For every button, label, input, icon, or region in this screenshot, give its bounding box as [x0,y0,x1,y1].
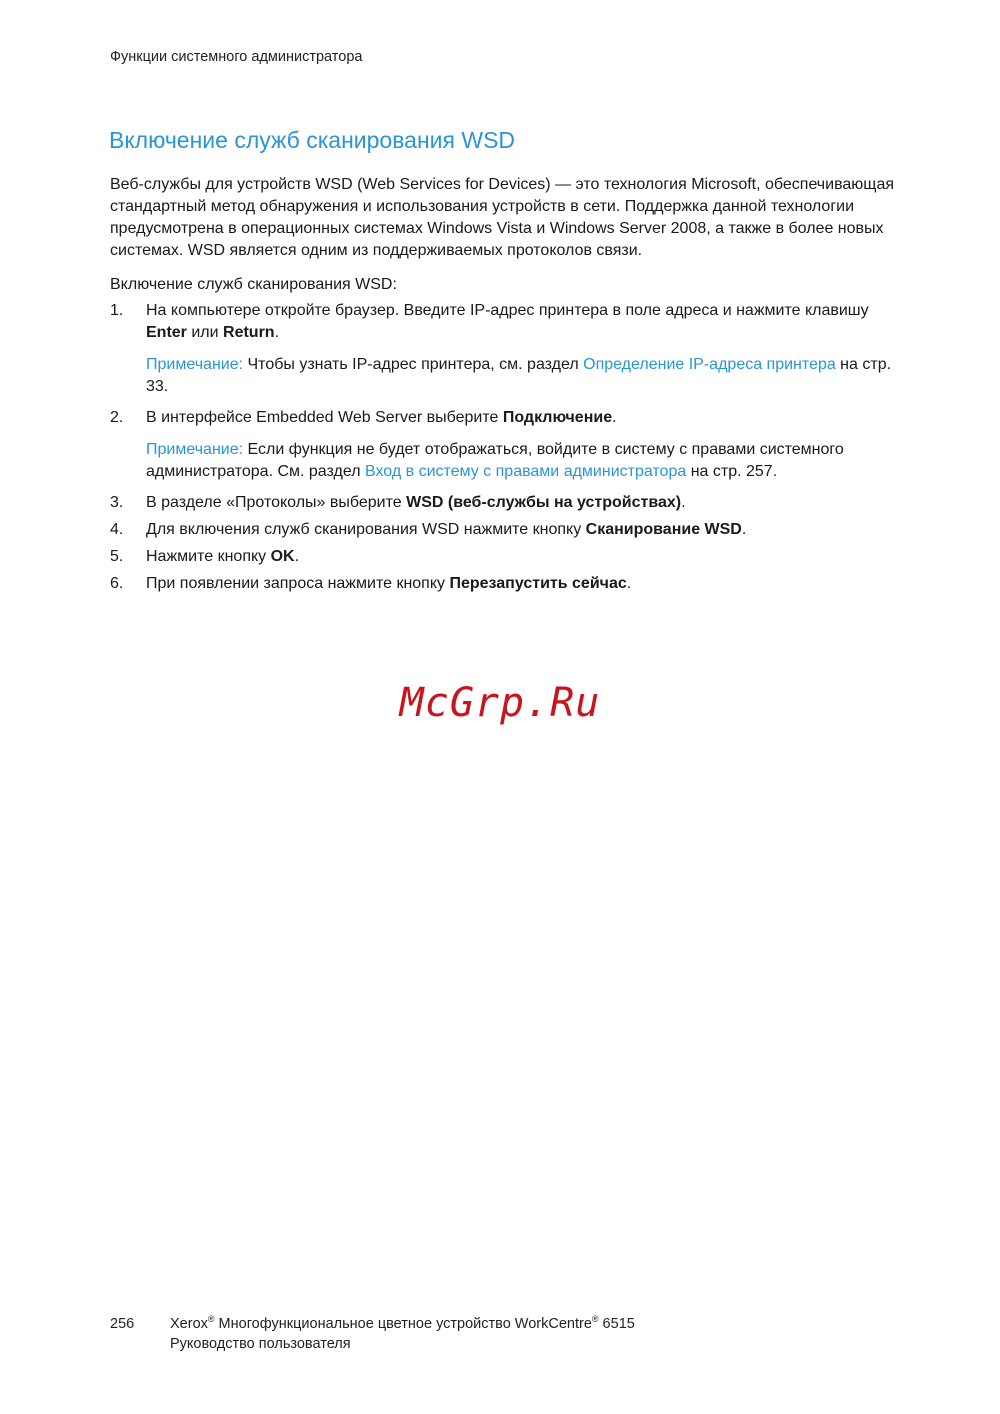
step-number: 6. [110,575,124,592]
note-1 [146,354,910,398]
footer-guide-line: Руководство пользователя [170,1336,351,1352]
section-title: Включение служб сканирования WSD [109,127,516,153]
note-tail: на стр. 257. [686,463,778,480]
running-header: Функции системного администратора [110,49,363,65]
note-text: Если функция не будет отображаться, войдите в систему с правами системного администратора. См. раздел [146,441,844,480]
key-return: Return [223,324,275,341]
step-text: . [294,548,300,565]
step-number: 4. [110,521,124,538]
procedure-lead: Включение служб сканирования WSD: [110,276,397,293]
section-body [110,174,910,600]
step-text: Для включения служб сканирования WSD нажмите кнопку [146,521,586,538]
step-text: . [681,494,686,511]
procedure-steps [110,300,910,595]
option-wsd: WSD (веб-службы на устройствах) [406,494,682,511]
step-number: 1. [110,302,124,319]
footer-product-line [170,1314,635,1334]
step-text: Нажмите кнопку [146,548,271,565]
note-text: Чтобы узнать IP-адрес принтера, см. раздел [243,356,584,373]
note-label: Примечание: [146,356,244,373]
step-5 [110,546,910,568]
step-text: При появлении запроса нажмите кнопку [146,575,450,592]
step-1 [110,300,910,398]
note-label: Примечание: [146,441,244,458]
registered-mark: ® [591,1314,599,1325]
step-text: На компьютере откройте браузер. Введите IP-адрес принтера в поле адреса и нажмите клавишу [146,302,869,319]
step-text: . [626,575,632,592]
model-number: 6515 [598,1316,635,1332]
step-2 [110,407,910,483]
step-number: 3. [110,494,124,511]
intro-paragraph: Веб-службы для устройств WSD (Web Services for Devices) — это технология Microsoft, обеспечивающая стандартный метод обнаружения и использования устройств в сети. Поддержка данной технологии предусмотрена в операционных системах Windows Vista и Windows Server 2008, а также в более новых системах. WSD является одним из поддерживаемых протоколов связи. [110,176,895,259]
note-tail: на стр. 33. [146,356,892,395]
step-number: 2. [110,409,124,426]
watermark: McGrp.Ru [399,680,601,726]
step-text: . [274,324,280,341]
step-number: 5. [110,548,124,565]
key-enter: Enter [146,324,187,341]
link-find-ip-address[interactable]: Определение IP-адреса принтера [583,356,836,373]
registered-mark: ® [207,1314,215,1325]
product-name: Многофункциональное цветное устройство WorkCentre [214,1316,592,1332]
footer-text [170,1314,635,1354]
step-3 [110,492,910,514]
note-2 [146,439,910,483]
button-restart-now: Перезапустить сейчас [449,575,627,592]
step-text: или [186,324,224,341]
step-text: . [741,521,747,538]
step-text: В интерфейсе Embedded Web Server выберите [146,409,503,426]
step-6 [110,573,910,595]
step-text: В разделе «Протоколы» выберите [146,494,407,511]
step-text: . [612,409,617,426]
menu-connectivity: Подключение [502,409,613,426]
step-4 [110,519,910,541]
button-ok: OK [270,548,295,565]
link-admin-login[interactable]: Вход в систему с правами администратора [364,463,687,480]
page-number: 256 [110,1316,135,1332]
button-wsd-scan: Сканирование WSD [585,521,742,538]
brand: Xerox [170,1316,208,1332]
